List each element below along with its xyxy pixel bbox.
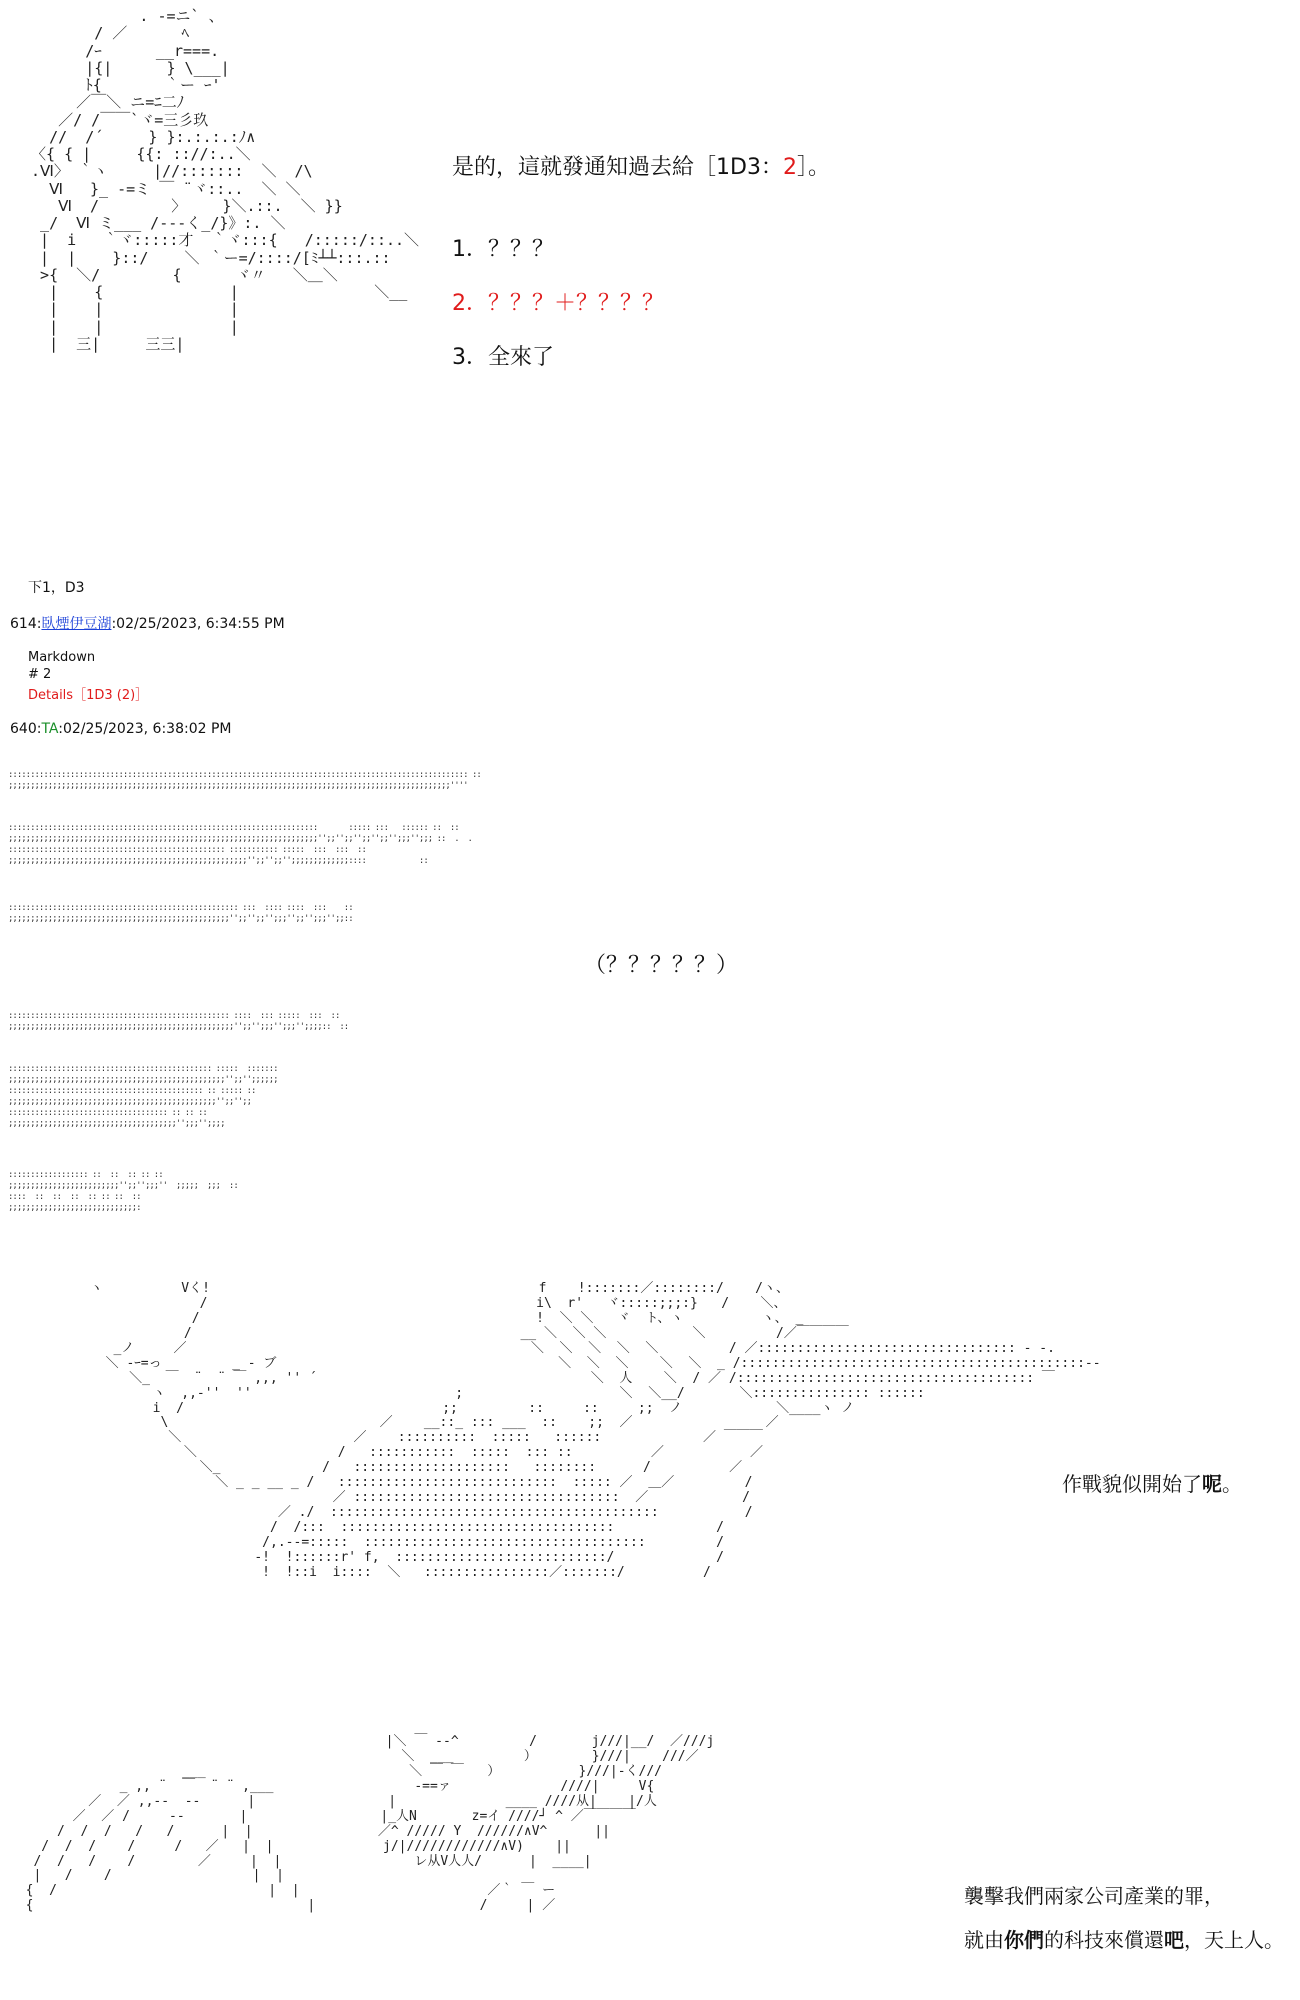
ascii-art-hand-ships: ヽ Vく! f !:::::::／::::::::/ /ヽ、 / i\ r' ヾ:::::;;;:} / ＼、 / ! ＼ ＼ ヾ ト、ヽ ヽ、 _ / __ ＼ ＼ ＼ ＼ /／￣￣￣￣ _ノ ／ ＼ ＼ ＼ ＼ ＼ / ／::::::::::::::::::::::::::::::::: - -. ＼ -ｰ=っ _ - ブ ＼ ＼ ＼ ＼ ＼ _ /::::::::::::::::::::::::::::::::::::::::::::-- ＼_ ￣ ¨ ¨ ￣ ,,, '' ´ ＼ 人 ＼ / ／ /:::::::::::::::::::::::::::::::::::::: ￣ ヽ ,,-'' '' ; ＼ ＼__/ ＼::::::::::::::: :::::: i / ;; :: :: ;; ノ ＼____ヽ ノ \ ／ __::_ ::: ___ :: ;; ／ ／ ＼ ／ :::::::::: ::::: :::::: ／ ￣￣￣ ＼ / ::::::::::: ::::: ::: :: ／ ／ ＼_ / :::::::::::::::::::: :::::::: / ／ ＼ _ _ __ _ / :::::::::::::::::::::::::::: ::::: ／ ＿／ / ／ :::::::::::::::::::::::::::::::::: ／ / ／ ./ :::::::::::::::::::::::::::::::::::::::::: / / /::: ::::::::::::::::::::::::::::::::::: / /,.-‐=::::: :::::::::::::::::::::::::::::::::::: / -! !::::::r' f, :::::::::::::::::::::::::::/ / ! !::i i:::: ＼ ::::::::::::::::／:::::::/ /	[90, 1281, 1101, 1580]
dialog-line-1-number: 2	[782, 155, 797, 180]
ascii-dots-block-6: :::::::::::::::::: :: :: :: :: :: ;;;;;;;;;;;;;;;;;;;;;;;;;'';;'';;;'' ;;;;; ;;; :: :::: :: :: :: :: :: :: :: ;;;;;;;;;;;;;;;;;;;;;;;;;;;;;:	[8, 1170, 238, 1213]
scene-3-line-2-a: 就由	[964, 1928, 1004, 1952]
scene-3-line-2-e: ，天上人。	[1184, 1928, 1284, 1952]
ascii-dots-block-5: :::::::::::::::::::::::::::::::::::::::::::::: ::::: ::::::: ;;;;;;;;;;;;;;;;;;;;;;;;;;;;;;;;;;;;;;;;;;;;;;;;;'';;'';;;;;; :::::::::::::::::::::::::::::::::::::::::::: :: ::::: :: ;;;;;;;;;;;;;;;;;;;;;;;;;;;;;;;;;;;;;;;;;;;;;;;'';;'';; :::::::::::::::::::::::::::::::::::: :: :: :: ;;;;;;;;;;;;;;;;;;;;;;;;;;;;;;;;;;;;;;'';;;'';;;;	[8, 1064, 278, 1129]
ascii-dots-block-3: :::::::::::::::::::::::::::::::::::::::::::::::::::: ::: :::: :::: ::: :: ;;;;;;;;;;;;;;;;;;;;;;;;;;;;;;;;;;;;;;;;;;;;;;;;;;'';;'';;'';;;'';;'';;;'';;::	[8, 903, 353, 924]
caption-under-art: 下1，D3	[28, 580, 85, 596]
ascii-dots-block-4: :::::::::::::::::::::::::::::::::::::::::::::::::: :::: ::: ::::: ::: :: ;;;;;;;;;;;;;;;;;;;;;;;;;;;;;;;;;;;;;;;;;;;;;;;;;;;'';;'';;;'';;;'';;;;:: ::	[8, 1011, 349, 1032]
option-1: 1．？？？	[452, 237, 554, 262]
post-640-timestamp: :02/25/2023, 6:38:02 PM	[58, 721, 232, 737]
post-640-number: 640	[10, 721, 37, 737]
mid-question: （？？？？？）	[584, 953, 739, 978]
dialog-line-1-post: ］。	[796, 155, 830, 180]
post-640-header: 640:TA:02/25/2023, 6:38:02 PM	[10, 721, 232, 737]
ascii-dots-block-1: :::::::::::::::::::::::::::::::::::::::::::::::::::::::::::::::::::::::::::::::::::::::::::::::::::::::: :: ;;;;;;;;;;;;;;;;;;;;;;;;;;;;;;;;;;;;;;;;;;;;;;;;;;;;;;;;;;;;;;;;;;;;;;;;;;;;;;;;;;;;;;;;;;;;;;;;;;;;''''	[8, 770, 481, 791]
post-614-header: 614:臥煙伊豆湖:02/25/2023, 6:34:55 PM	[10, 616, 285, 632]
post-614-markdown: Markdown	[28, 650, 96, 665]
ascii-art-fist-character: |＼ ￣ ‐-^ / j///|__/ ／///j ＼ ___ ） }///| ///／ ___ ＼ ￣ ￣ ） }///|-く/// _ ,, ¨ ￣ ¨ ¨ ,___ ‐==ァ ////| V{ ／ ／ ,,-- ‐‐ | | ____ ////从| |/人 ／ ／ / ‐‐ | |_人N z=イ ////┘ ^ ／￣￣￣￣ / / / / / | | ／^ ///// Y //////∧V^ || / / / / / ／ | | j/|////////////∧V) || / / / / ／ | | レ从V人人/ | ____| | / / | | { / | | ／｀ ￣ ー { | / | ／	[25, 1734, 715, 1914]
post-614-author-link[interactable]: 臥煙伊豆湖	[41, 616, 112, 632]
scene-2-text-bold: 呢	[1202, 1472, 1222, 1496]
option-2: 2．？？？＋？？？？	[452, 291, 664, 316]
scene-3-line-2-c: 的科技來償還	[1044, 1928, 1164, 1952]
scene-3-line-1: 襲擊我們兩家公司產業的罪，	[964, 1884, 1224, 1908]
scene-3-line-2-b: 你們	[1004, 1928, 1044, 1952]
option-3: 3．全來了	[452, 345, 554, 370]
post-614-details[interactable]: Details［1D3 (2)］	[28, 688, 149, 703]
ascii-art-soldier: . -=ニ` 、 / ／ ﾍ /ｰ __r===. |{| } \___| ﾄ{ ｀ー ｰ' ／￣＼ ニ=ﾆ二ﾉ ／/ /￣￣`ヾ=三彡玖 // /´ } }:.:.:.:ﾉ∧ 〈{ { | {{: :://:..＼ .Ⅵ〉 ｀ヽ |//::::::: ＼ /\ Ⅵ }_ -=ミ ￣ ¨ヾ::.. ＼ ＼ Ⅵ / 〉 }＼.::. ＼ }} _/ Ⅵ ミ___ /---く_/}》:. ＼ | i ｀ヾ:::::才 ｀ヾ:::{ /:::::/::..＼ | | }::/ ＼ ｀ー=/::::/[ﾐ┴┴:::.:: >{ ＼/ { ヾ〃 ＼＿＼ | { | ＼__ | | | | | | | 三| 三三|	[31, 7, 420, 353]
dialog-line-1-pre: 是的，這就發通知過去給［1D3：	[452, 155, 783, 180]
ascii-dots-block-2: :::::::::::::::::::::::::::::::::::::::::::::::::::::::::::::::::::::: ::::: ::: :::::: :: :: ;;;;;;;;;;;;;;;;;;;;;;;;;;;;;;;;;;;;;;;;;;;;;;;;;;;;;;;;;;;;;;;;;;;;;;'';;'';;'';;'';;'';;;'';;; :: . . ::::::::::::::::::::::::::::::::::::::::::::::::: ::::::::::: ::::: ::: ::: :: ;;;;;;;;;;;;;;;;;;;;;;;;;;;;;;;;;;;;;;;;;;;;;;;;;;;;;;'';;'';;'';;;;;;;;;;;;;:::: ::	[8, 823, 472, 866]
post-614-hash: # 2	[28, 667, 52, 682]
scene-3-line-2	[964, 1924, 1284, 1953]
scene-2-text-post: 。	[1222, 1472, 1242, 1496]
scene-2-text	[1062, 1468, 1242, 1497]
dialog-line-1	[452, 150, 830, 181]
post-614-timestamp: :02/25/2023, 6:34:55 PM	[111, 616, 285, 632]
post-640-author: TA	[41, 721, 59, 737]
scene-2-text-pre: 作戰貌似開始了	[1062, 1472, 1202, 1496]
post-614-number: 614	[10, 616, 37, 632]
scene-3-line-2-d: 吧	[1164, 1928, 1184, 1952]
